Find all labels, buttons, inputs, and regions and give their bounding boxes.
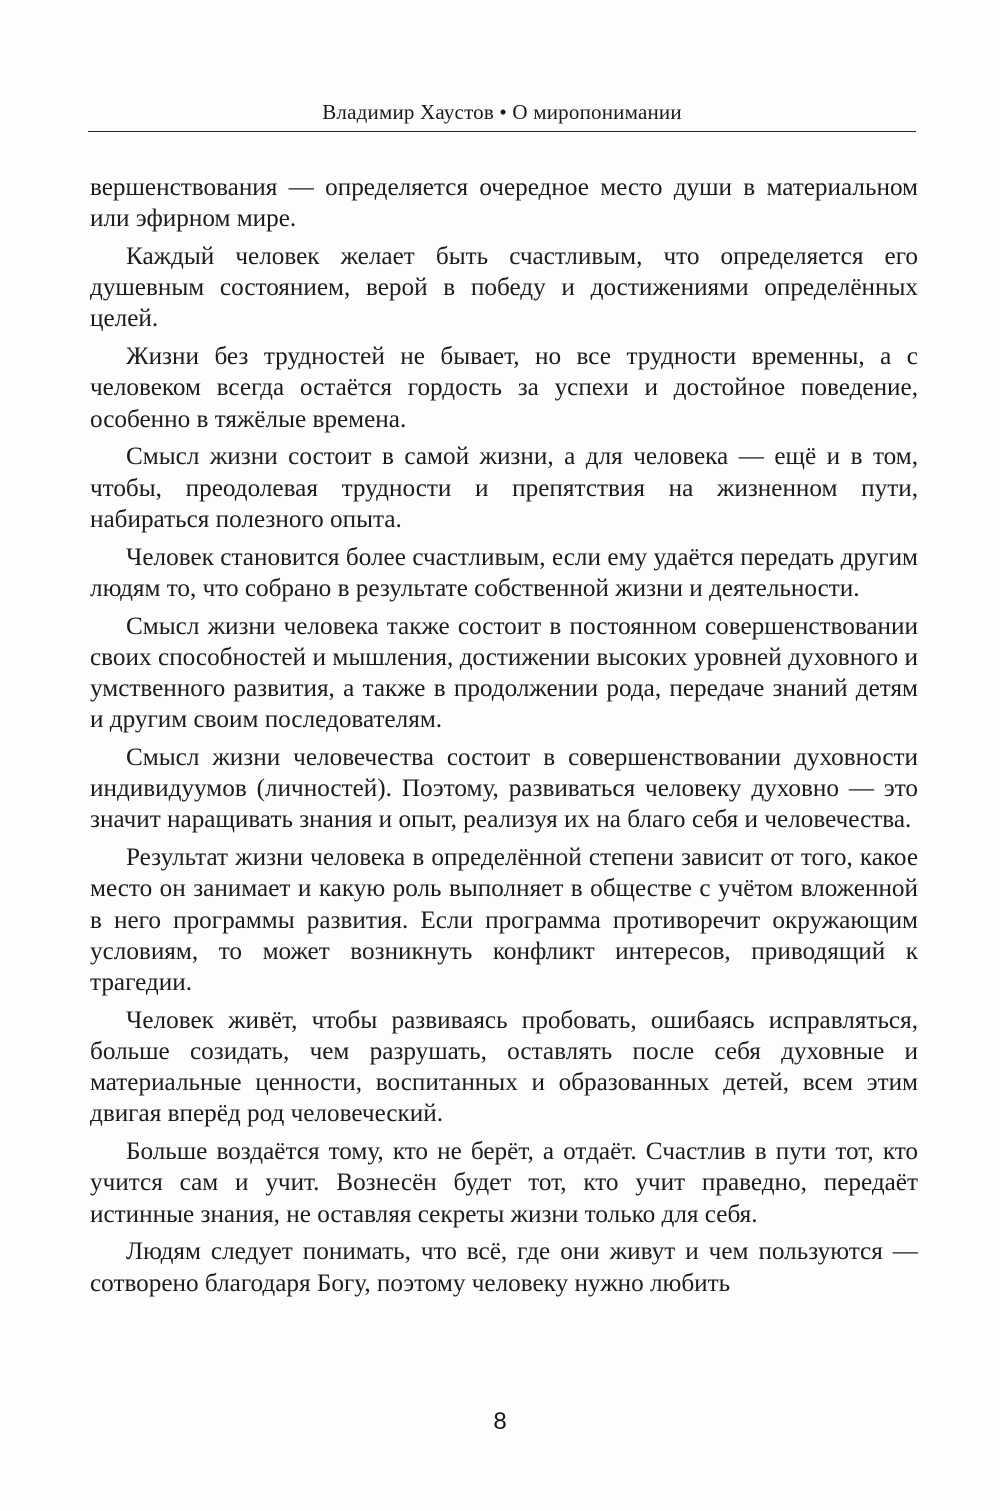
running-header: Владимир Хаустов • О миропонимании (322, 100, 682, 124)
paragraph-3: Жизни без трудностей не бывает, но все трудности временны, а с человеком всегда остаётся гордость за успехи и достойное поведение, особенно в тяжёлые времена. (90, 343, 918, 433)
paragraph-7: Смысл жизни человечества состоит в совершенствовании духовности индивидуумов (личностей). Поэтому, развиваться человеку духовно — это значит наращивать знания и опыт, реализуя их на благо себя и человечества. (90, 744, 918, 834)
paragraph-8: Результат жизни человека в определённой степени зависит от того, какое место он занимает и какую роль выполняет в обществе с учётом вложенной в него программы развития. Если программа противоречит окружающим условиям, то может возникнуть конфликт интересов, приводящий к трагедии. (90, 844, 918, 997)
body-text (90, 172, 918, 1305)
paragraph-9: Человек живёт, чтобы развиваясь пробовать, ошибаясь исправляться, больше созидать, чем разрушать, оставлять после себя духовные и материальные ценности, воспитанных и образованных детей, всем этим двигая вперёд род человеческий. (90, 1006, 918, 1128)
paragraph-2: Каждый человек желает быть счастливым, что определяется его душевным состоянием, верой в победу и достижениями определённых целей. (90, 243, 918, 333)
paragraph-4: Смысл жизни состоит в самой жизни, а для человека — ещё и в том, чтобы, преодолевая трудности и препятствия на жизненном пути, набираться полезного опыта. (90, 443, 918, 533)
paragraph-6: Смысл жизни человека также состоит в постоянном совершенствовании своих способностей и мышления, достижении высоких уровней духовного и умственного развития, а также в продолжении рода, передаче знаний детям и другим своим последователям. (90, 612, 918, 734)
paragraph-1: вершенствования — определяется очередное место души в материальном или эфирном мире. (90, 174, 918, 233)
paragraph-10: Больше воздаётся тому, кто не берёт, а отдаёт. Счастлив в пути тот, кто учится сам и учит. Вознесён будет тот, кто учит праведно, передаёт истинные знания, не оставляя секреты жизни только для себя. (90, 1138, 918, 1228)
page-number: 8 (493, 1408, 507, 1435)
header-rule (88, 131, 916, 132)
paragraph-11: Людям следует понимать, что всё, где они живут и чем пользуются — сотворено благодаря Богу, поэтому человеку нужно любить (90, 1238, 918, 1297)
paragraph-5: Человек становится более счастливым, если ему удаётся передать другим людям то, что собрано в результате собственной жизни и деятельности. (90, 543, 918, 602)
